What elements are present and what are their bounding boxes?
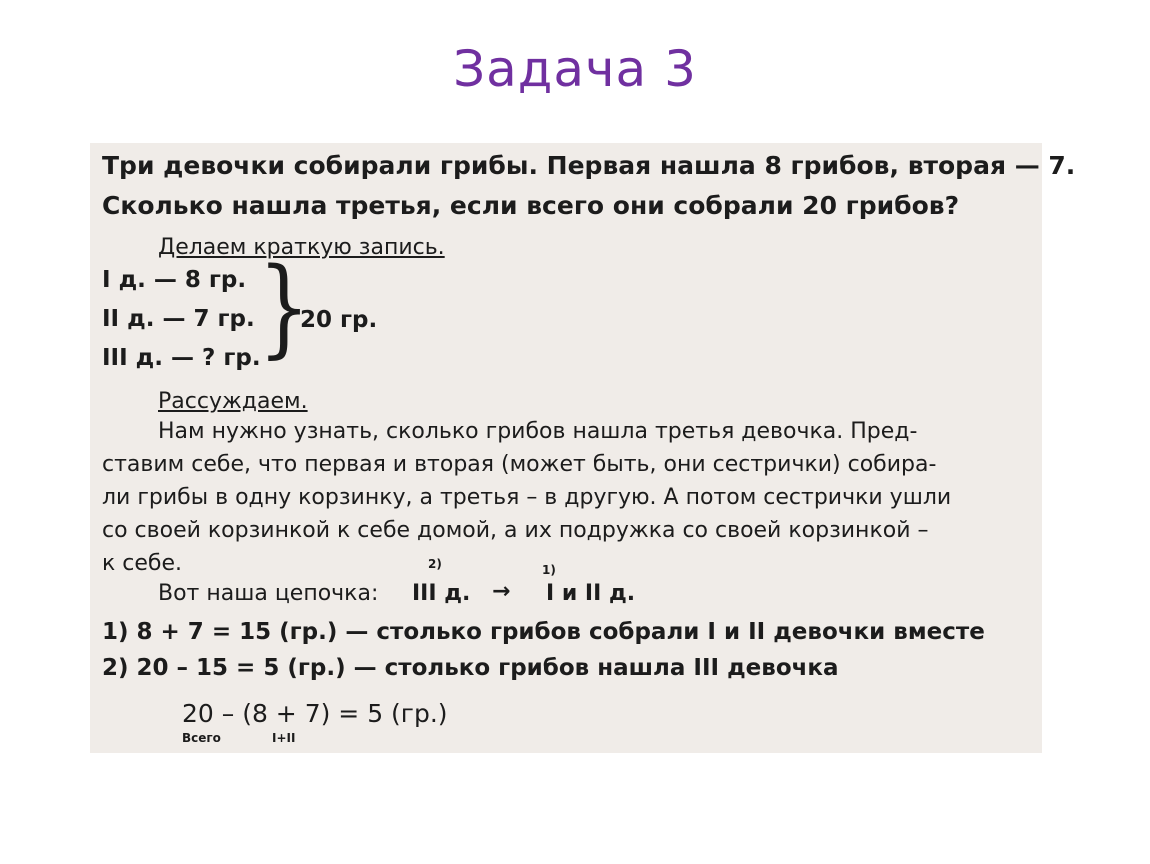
chain-node-third: III д. [412,581,471,606]
short-note-total: 20 гр. [300,307,378,333]
chain-arrow-icon: → [492,579,511,604]
label-total: Всего [182,731,221,745]
short-note-row-1: I д. — 8 гр. [102,267,247,293]
chain-node-first-second: I и II д. [546,581,636,606]
slide-title: Задача 3 [453,40,697,98]
short-note-heading: Делаем краткую запись. [158,235,445,260]
short-note-row-2: II д. — 7 гр. [102,306,255,332]
problem-line-2: Сколько нашла третья, если всего они собрали 20 грибов? [102,191,960,220]
reasoning-line-3: ли грибы в одну корзинку, а третья – в другую. А потом сестрички ушли [102,485,952,510]
reasoning-line-2: ставим себе, что первая и вторая (может быть, они сестрички) собира- [102,452,937,477]
solution-step-2: 2) 20 – 15 = 5 (гр.) — столько грибов нашла III девочка [102,655,839,681]
chain-step-2-mark: 2) [428,557,442,571]
short-note-row-3: III д. — ? гр. [102,345,261,371]
reasoning-line-4: со своей корзинкой к себе домой, а их подружка со своей корзинкой – [102,518,929,543]
reasoning-line-5: к себе. [102,551,183,576]
final-expression: 20 – (8 + 7) = 5 (гр.) [182,699,448,728]
chain-label: Вот наша цепочка: [158,581,379,606]
reasoning-line-1: Нам нужно узнать, сколько грибов нашла третья девочка. Пред- [158,419,918,444]
chain-step-1-mark: 1) [542,563,556,577]
curly-brace: } [258,245,311,370]
solution-step-1: 1) 8 + 7 = 15 (гр.) — столько грибов собрали I и II девочки вместе [102,619,985,645]
label-sum: I+II [272,731,296,745]
reasoning-heading: Рассуждаем. [158,389,308,414]
scanned-textbook-page [90,143,1076,753]
problem-line-1: Три девочки собирали грибы. Первая нашла 8 грибов, вторая — 7. [102,151,1076,180]
